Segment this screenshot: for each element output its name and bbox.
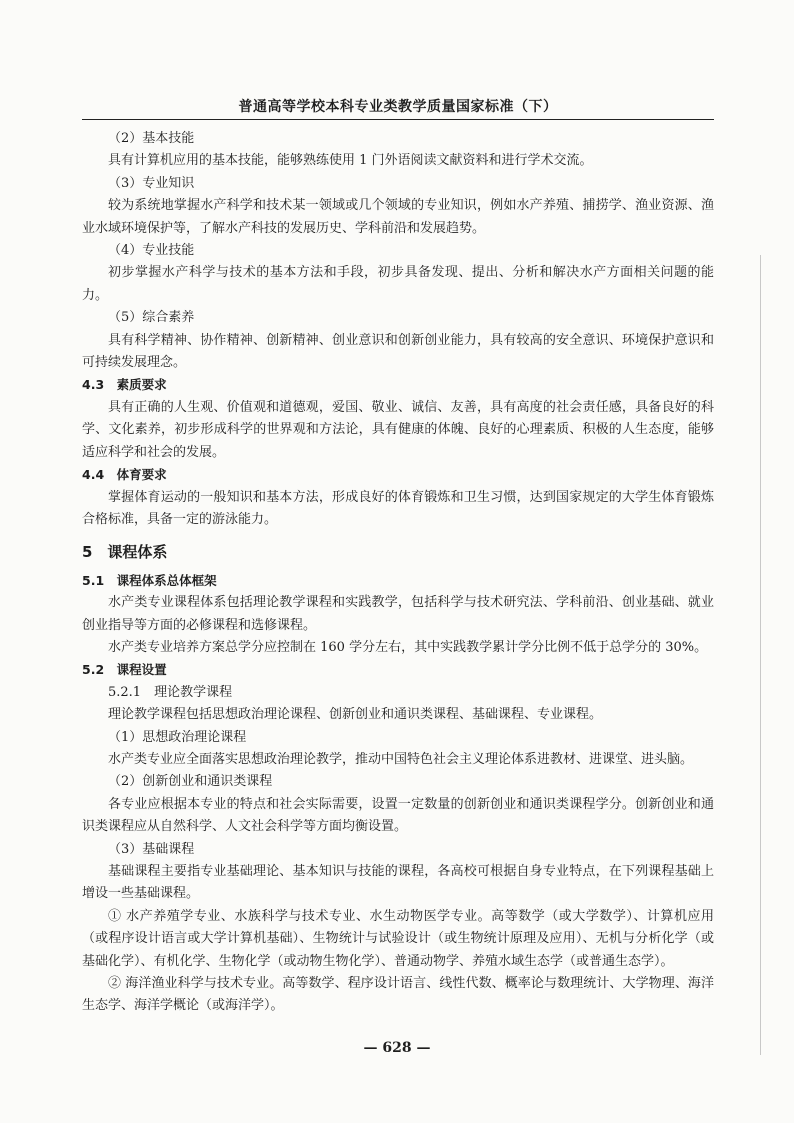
scan-edge-line [760, 255, 761, 1055]
running-header: 普通高等学校本科专业类教学质量国家标准（下） [238, 99, 558, 115]
paragraph: 各专业应根据本专业的特点和社会实际需要，设置一定数量的创新创业和通识类课程学分。创新创业和通识类课程应从自然科学、人文社会科学等方面均衡设置。 [82, 796, 714, 835]
paragraph: 基础课程主要指专业基础理论、基本知识与技能的课程，各高校可根据自身专业特点，在下列课程基础上增设一些基础课程。 [82, 864, 714, 902]
paragraph: 具有正确的人生观、价值观和道德观，爱国、敬业、诚信、友善，具有高度的社会责任感，具备良好的科学、文化素养，初步形成科学的世界观和方法论，具有健康的体魄、良好的心理素质、积极的人生态度，能够适应科学和社会的发展。 [82, 399, 714, 460]
paragraph: 具有计算机应用的基本技能，能够熟练使用 1 门外语阅读文献资料和进行学术交流。 [108, 153, 593, 169]
page-number: — 628 — [363, 1040, 431, 1056]
sub-heading: （2）创新创业和通识类课程 [108, 774, 273, 790]
sub-heading: （2）基本技能 [108, 131, 195, 146]
sub-heading: （4）专业技能 [108, 243, 195, 259]
sub-heading: 5.2.1 理论教学课程 [108, 684, 233, 700]
section-heading: 5.1 课程体系总体框架 [82, 572, 217, 588]
paragraph: 水产类专业课程体系包括理论教学课程和实践教学，包括科学与技术研究法、学科前沿、创业基础、就业创业指导等方面的必修课程和选修课程。 [82, 595, 714, 633]
sub-heading: （3）基础课程 [108, 841, 195, 857]
paragraph: ② 海洋渔业科学与技术专业。高等数学、程序设计语言、线性代数、概率论与数理统计、大学物理、海洋生态学、海洋学概论（或海洋学）。 [82, 976, 714, 1014]
paragraph: 较为系统地掌握水产科学和技术某一领域或几个领域的专业知识，例如水产养殖、捕捞学、渔业资源、渔业水域环境保护等，了解水产科技的发展历史、学科前沿和发展趋势。 [82, 198, 714, 236]
paragraph: 具有科学精神、协作精神、创新精神、创业意识和创新创业能力，具有较高的安全意识、环境保护意识和可持续发展理念。 [82, 332, 714, 371]
paragraph: ① 水产养殖学专业、水族科学与技术专业、水生动物医学专业。高等数学（或大学数学）、计算机应用（或程序设计语言或大学计算机基础）、生物统计与试验设计（或生物统计原理及应用）、无机与分析化学（或基础化学）、有机化学、生物化学（或动物生物化学）、普通动物学、养殖水域生态学（或普通生态学）。 [82, 908, 714, 969]
section-heading: 4.3 素质要求 [82, 377, 167, 393]
paragraph: 理论教学课程包括思想政治理论课程、创新创业和通识类课程、基础课程、专业课程。 [108, 707, 603, 723]
paragraph: 初步掌握水产科学与技术的基本方法和手段，初步具备发现、提出、分析和解决水产方面相关问题的能力。 [82, 265, 714, 303]
paragraph: 水产类专业培养方案总学分应控制在 160 学分左右，其中实践教学累计学分比例不低于总学分的 30%。 [108, 639, 708, 655]
paragraph: 水产类专业应全面落实思想政治理论教学，推动中国特色社会主义理论体系进教材、进课堂、进头脑。 [108, 751, 694, 767]
body-text [82, 128, 714, 1018]
header-rule [82, 119, 714, 120]
section-heading: 5.2 课程设置 [82, 662, 167, 678]
sub-heading: （5）综合素养 [108, 310, 195, 326]
section-heading: 4.4 体育要求 [82, 467, 167, 483]
paragraph: 掌握体育运动的一般知识和基本方法，形成良好的体育锻炼和卫生习惯，达到国家规定的大学生体育锻炼合格标准，具备一定的游泳能力。 [82, 489, 714, 527]
sub-heading: （1）思想政治理论课程 [108, 729, 247, 745]
chapter-heading: 5 课程体系 [82, 543, 168, 562]
sub-heading: （3）专业知识 [108, 175, 195, 191]
